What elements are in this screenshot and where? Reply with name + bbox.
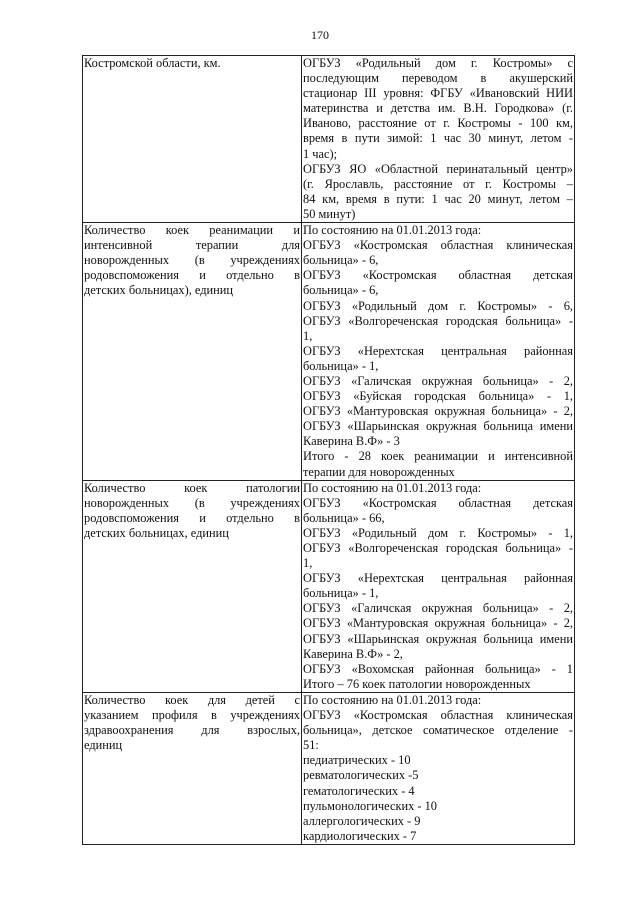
value-line: По состоянию на 01.01.2013 года: — [303, 480, 482, 495]
label-line: интенсивной терапии для — [84, 238, 300, 253]
value-line: ОГБУЗ «Костромская областная клиническая — [303, 708, 573, 723]
value-line: По состоянию на 01.01.2013 года: — [303, 692, 482, 707]
value-line: больница» - 6, — [303, 253, 379, 268]
value-line: ОГБУЗ «Волгореченская городская больница» - — [303, 313, 573, 328]
value-line: 1, — [303, 328, 313, 343]
value-line: ОГБУЗ «Костромская областная клиническая — [303, 238, 573, 253]
value-line: Иваново, расстояние от г. Костромы - 100 км, — [303, 116, 573, 131]
label-line: здравоохранения для взрослых, — [84, 723, 300, 738]
table-row — [83, 480, 575, 692]
row-value-cell — [302, 56, 575, 223]
table-row — [83, 56, 575, 223]
value-line: терапии для новорожденных — [303, 464, 455, 479]
value-line: Итого – 76 коек патологии новорожденных — [303, 676, 531, 691]
value-line: 51: — [303, 738, 319, 753]
label-line: детских больницах), единиц — [84, 283, 234, 298]
value-line: больница» - 6, — [303, 283, 379, 298]
value-line: больница» - 66, — [303, 510, 385, 525]
value-line: время в пути зимой: 1 час 30 минут, летом - — [303, 131, 573, 146]
row-value-cell — [302, 223, 575, 481]
row-value-cell — [302, 692, 575, 844]
value-line: (г. Ярославль, расстояние от г. Костромы – — [303, 176, 573, 191]
value-line: гематологических - 4 — [303, 783, 415, 798]
row-label-cell — [83, 223, 302, 481]
value-line: ОГБУЗ «Костромская областная детская — [303, 495, 573, 510]
value-line: последующим переводом в акушерский — [303, 71, 573, 86]
value-line: 1, — [303, 556, 313, 571]
row-label-cell — [83, 480, 302, 692]
table-row — [83, 223, 575, 481]
value-line: ОГБУЗ «Родильный дом г. Костромы» - 6, — [303, 298, 573, 313]
page-number: 170 — [311, 28, 329, 42]
value-line: педиатрических - 10 — [303, 753, 411, 768]
value-line: ОГБУЗ «Нерехтская центральная районная — [303, 343, 573, 358]
value-line: ОГБУЗ «Мантуровская окружная больница» - 2, — [303, 404, 573, 419]
value-line: ОГБУЗ «Мантуровская окружная больница» - 2, — [303, 616, 573, 631]
value-line: больница» - 1, — [303, 358, 379, 373]
label-line: Количество коек для детей с — [84, 692, 300, 707]
value-line: ОГБУЗ «Галичская окружная больница» - 2, — [303, 373, 573, 388]
row-label-cell — [83, 56, 302, 223]
value-line: ОГБУЗ «Нерехтская центральная районная — [303, 571, 573, 586]
label-line: Количество коек патологии — [84, 480, 300, 495]
value-line: ОГБУЗ «Галичская окружная больница» - 2, — [303, 601, 573, 616]
value-line: Каверина В.Ф» - 2, — [303, 646, 403, 661]
document-table — [82, 55, 575, 845]
label-line: единиц — [84, 738, 123, 753]
value-line: 84 км, время в пути: 1 час 20 минут, летом – — [303, 191, 573, 206]
label-line: детских больницах, единиц — [84, 525, 229, 540]
value-line: ревматологических -5 — [303, 768, 419, 783]
value-line: ОГБУЗ «Волгореченская городская больница» - — [303, 541, 573, 555]
value-line: ОГБУЗ «Шарьинская окружная больница имени — [303, 419, 573, 434]
value-line: 50 минут) — [303, 206, 356, 221]
value-line: ОГБУЗ «Буйская городская больница» - 1, — [303, 389, 573, 404]
value-line: ОГБУЗ «Родильный дом г. Костромы» - 1, — [303, 525, 573, 540]
label-line: Количество коек реанимации и — [84, 223, 300, 238]
label-line: новорожденных (в учреждениях — [84, 253, 300, 268]
value-line: пульмонологических - 10 — [303, 798, 438, 813]
value-line: Каверина В.Ф» - 3 — [303, 434, 400, 449]
value-line: 1 час); — [303, 146, 338, 161]
label-line: Костромской области, км. — [84, 56, 221, 70]
label-line: новорожденных (в учреждениях — [84, 495, 300, 510]
value-line: По состоянию на 01.01.2013 года: — [303, 223, 482, 238]
row-value-cell — [302, 480, 575, 692]
label-line: родовспоможения и отдельно в — [84, 510, 300, 525]
value-line: ОГБУЗ ЯО «Областной перинатальный центр» — [303, 161, 573, 176]
value-line: ОГБУЗ «Костромская областная детская — [303, 268, 573, 283]
value-line: кардиологических - 7 — [303, 828, 417, 843]
row-label-cell — [83, 692, 302, 844]
value-line: ОГБУЗ «Шарьинская окружная больница имени — [303, 631, 573, 646]
value-line: ОГБУЗ «Родильный дом г. Костромы» с — [303, 56, 573, 70]
label-line: указанием профиля в учреждениях — [84, 708, 300, 723]
value-line: Итого - 28 коек реанимации и интенсивной — [303, 449, 573, 464]
value-line: аллергологических - 9 — [303, 813, 421, 828]
value-line: ОГБУЗ «Вохомская районная больница» - 1 — [303, 661, 573, 676]
value-line: стационар III уровня: ФГБУ «Ивановский НИИ — [303, 86, 573, 101]
value-line: материнства и детства им. В.Н. Городкова» (г. — [303, 101, 573, 116]
value-line: больница», детское соматическое отделение - — [303, 723, 573, 738]
label-line: родовспоможения и отдельно в — [84, 268, 300, 283]
table-row — [83, 692, 575, 844]
value-line: больница» - 1, — [303, 586, 379, 601]
